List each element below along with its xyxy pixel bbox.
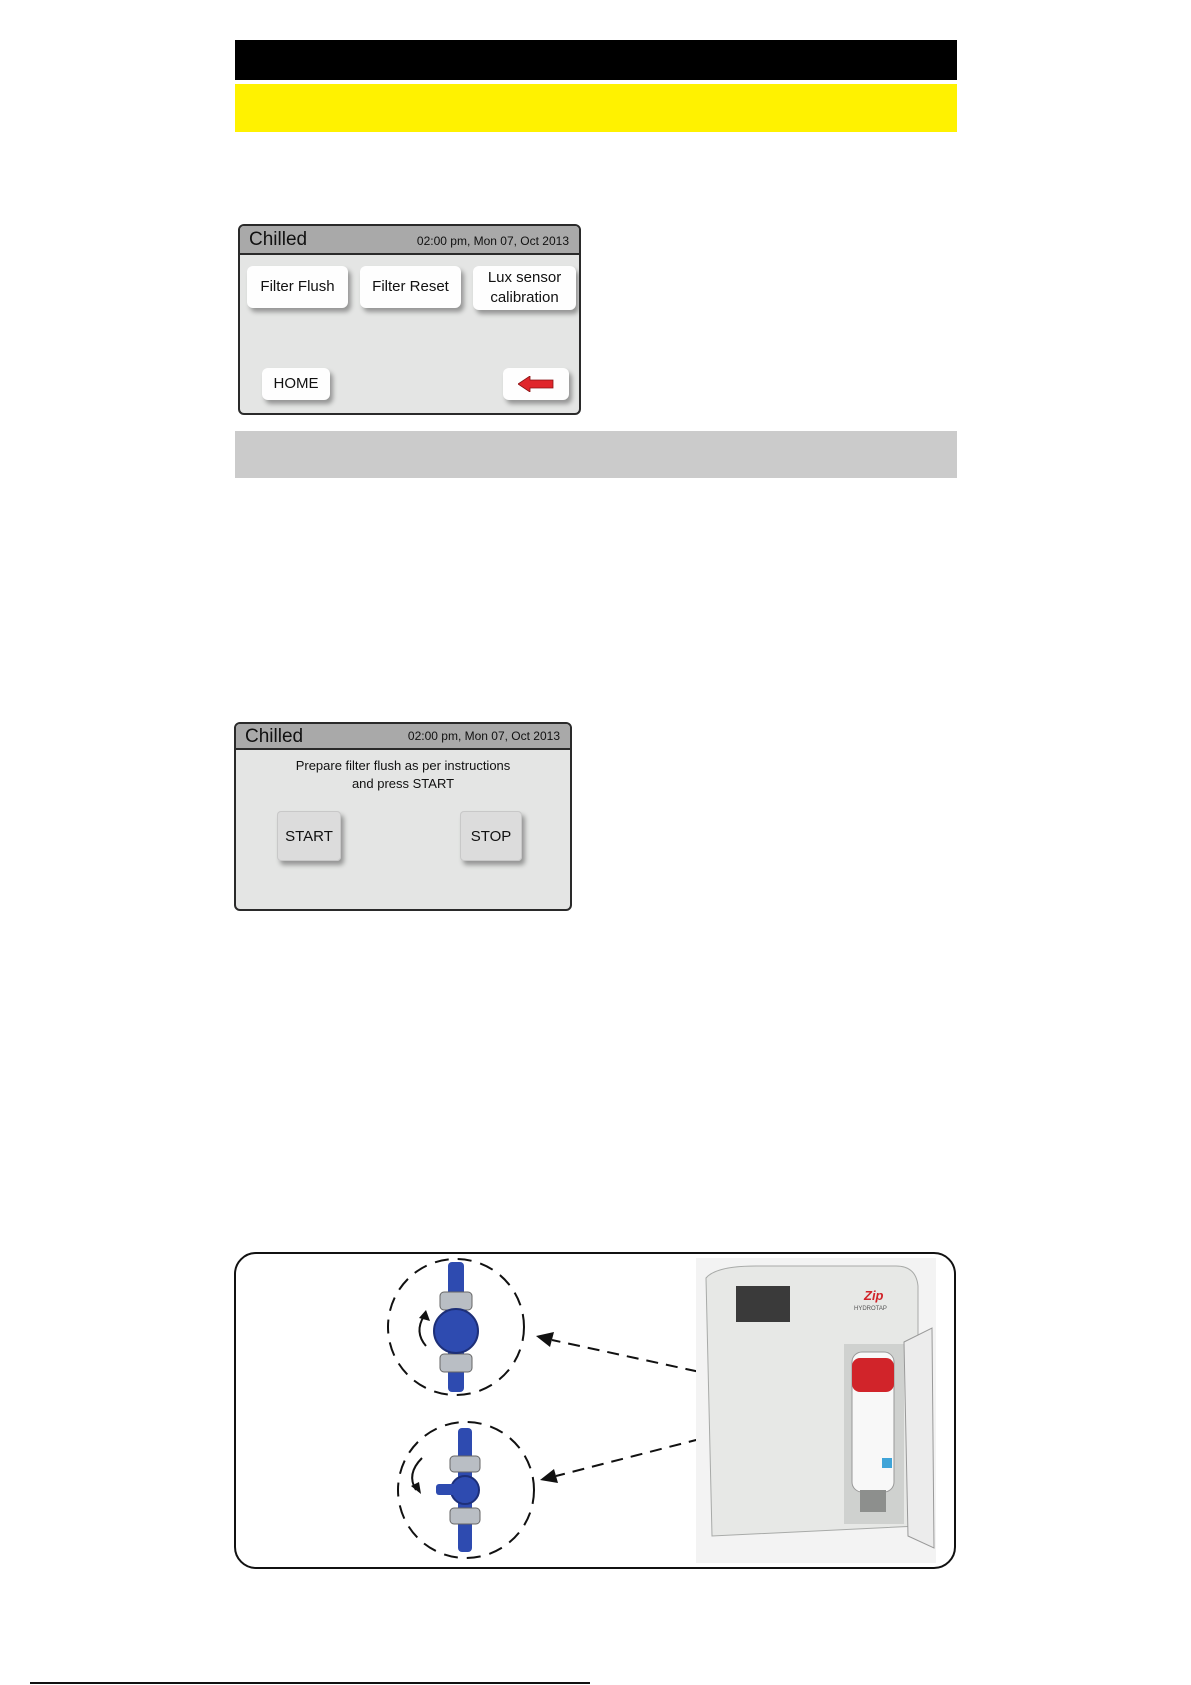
- stop-button[interactable]: [460, 811, 522, 861]
- footer-rule: [30, 1682, 590, 1684]
- lux-label-line1: Lux sensor: [487, 269, 562, 286]
- home-button[interactable]: [262, 368, 330, 400]
- start-button[interactable]: [277, 811, 341, 861]
- back-button[interactable]: [503, 368, 569, 400]
- left-arrow-icon: [518, 376, 554, 392]
- lower-valve-closeup: [398, 1422, 534, 1558]
- screen-title: Chilled: [245, 726, 304, 747]
- screen-header: [236, 724, 570, 750]
- lux-sensor-calibration-button[interactable]: [473, 266, 576, 310]
- dispenser-unit-image: [696, 1258, 936, 1563]
- screen-title: Chilled: [249, 229, 308, 250]
- touchscreen-menu: [238, 224, 581, 415]
- svg-text:Zip: Zip: [864, 1288, 884, 1303]
- filter-reset-label: Filter Reset: [372, 278, 449, 295]
- illustration-panel: [234, 1252, 956, 1569]
- home-label: HOME: [273, 375, 319, 392]
- touchscreen-filter-flush: [234, 722, 572, 911]
- svg-text:HYDROTAP: HYDROTAP: [854, 1306, 887, 1312]
- filter-flush-label: Filter Flush: [260, 278, 335, 295]
- screen-datetime: 02:00 pm, Mon 07, Oct 2013: [416, 234, 569, 248]
- stop-label: STOP: [470, 827, 512, 845]
- lux-label-line2: calibration: [490, 289, 559, 306]
- header-bar-black: [235, 40, 957, 80]
- upper-valve-closeup: [388, 1259, 524, 1395]
- header-bar-yellow: [235, 84, 957, 132]
- instruction-line-2: and press START: [351, 776, 455, 791]
- instruction-line-1: Prepare filter flush as per instructions: [295, 758, 511, 773]
- filter-reset-button[interactable]: [360, 266, 461, 308]
- screen-datetime: 02:00 pm, Mon 07, Oct 2013: [407, 729, 560, 743]
- start-label: START: [285, 827, 333, 845]
- screen-header: [240, 226, 579, 255]
- section-bar-grey: [235, 431, 957, 478]
- filter-flush-button[interactable]: [247, 266, 348, 308]
